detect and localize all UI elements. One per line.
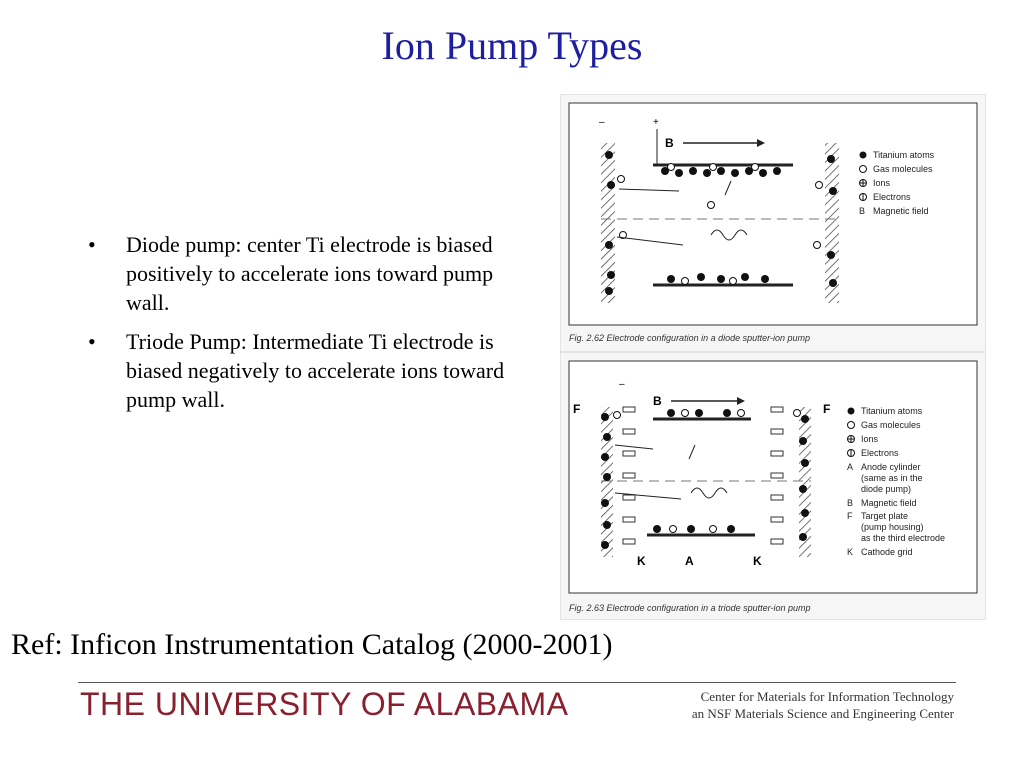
center-line-1: Center for Materials for Information Technology — [700, 689, 954, 704]
legend-magnetic: Magnetic field — [873, 206, 929, 216]
legend-f-symbol: F — [847, 511, 853, 521]
legend-anode-3: diode pump) — [861, 484, 912, 494]
legend-cathode: Cathode grid — [861, 547, 913, 557]
center-line-2: an NSF Materials Science and Engineering Center — [691, 706, 954, 721]
bullet-text: Triode Pump: Intermediate Ti electrode is biased negatively to accelerate ions toward pump wall. — [126, 329, 505, 412]
left-wall — [601, 143, 615, 303]
legend-electrons: Electrons — [861, 448, 899, 458]
b-field-label: B — [665, 136, 674, 150]
footer-divider — [78, 682, 956, 683]
center-attribution — [692, 688, 954, 722]
legend-titanium: Titanium atoms — [861, 406, 923, 416]
legend-gas: Gas molecules — [873, 164, 933, 174]
bullet-item-diode — [86, 230, 506, 317]
legend-magnetic: Magnetic field — [861, 498, 917, 508]
minus-label: – — [619, 379, 625, 390]
figure-triode-pump — [560, 352, 986, 620]
university-wordmark: THE UNIVERSITY OF ALABAMA — [80, 686, 569, 722]
reference-text: Ref: Inficon Instrumentation Catalog (2000-2001) — [11, 628, 613, 661]
figure1-caption: Fig. 2.62 Electrode configuration in a diode sputter-ion pump — [569, 333, 810, 343]
legend-ions: Ions — [873, 178, 891, 188]
legend-electrons: Electrons — [873, 192, 911, 202]
legend-a-symbol: A — [847, 462, 854, 472]
legend-target: Target plate — [861, 511, 909, 521]
legend-k-symbol: K — [847, 547, 854, 557]
diode-pump-diagram — [561, 95, 985, 331]
minus-label: – — [599, 117, 605, 128]
bullet-item-triode — [86, 327, 506, 414]
bullet-marker: • — [88, 329, 96, 354]
f-label-left: F — [573, 402, 581, 416]
figure2-caption: Fig. 2.63 Electrode configuration in a triode sputter-ion pump — [569, 603, 811, 613]
figure-diode-pump — [560, 94, 986, 352]
right-wall — [825, 143, 839, 303]
bullet-text: Diode pump: center Ti electrode is biased positively to accelerate ions toward pump wall. — [126, 232, 494, 315]
f-label-right: F — [823, 402, 831, 416]
a-label: A — [685, 554, 694, 568]
bullet-list — [86, 230, 506, 424]
b-field-label: B — [653, 394, 662, 408]
legend-ions: Ions — [861, 434, 879, 444]
k-label-right: K — [753, 554, 762, 568]
bullet-marker: • — [88, 232, 96, 257]
legend-anode: Anode cylinder — [861, 462, 921, 472]
legend-b-symbol: B — [847, 498, 854, 508]
legend-titanium: Titanium atoms — [873, 150, 935, 160]
triode-pump-diagram — [561, 353, 985, 599]
legend-gas: Gas molecules — [861, 420, 921, 430]
legend-target-2: (pump housing) — [861, 522, 924, 532]
slide-title: Ion Pump Types — [381, 23, 643, 68]
plus-label: + — [653, 117, 659, 128]
legend-b-symbol: B — [859, 206, 866, 216]
legend-target-3: as the third electrode — [861, 533, 946, 543]
k-label-left: K — [637, 554, 646, 568]
legend-anode-2: (same as in the — [861, 473, 923, 483]
